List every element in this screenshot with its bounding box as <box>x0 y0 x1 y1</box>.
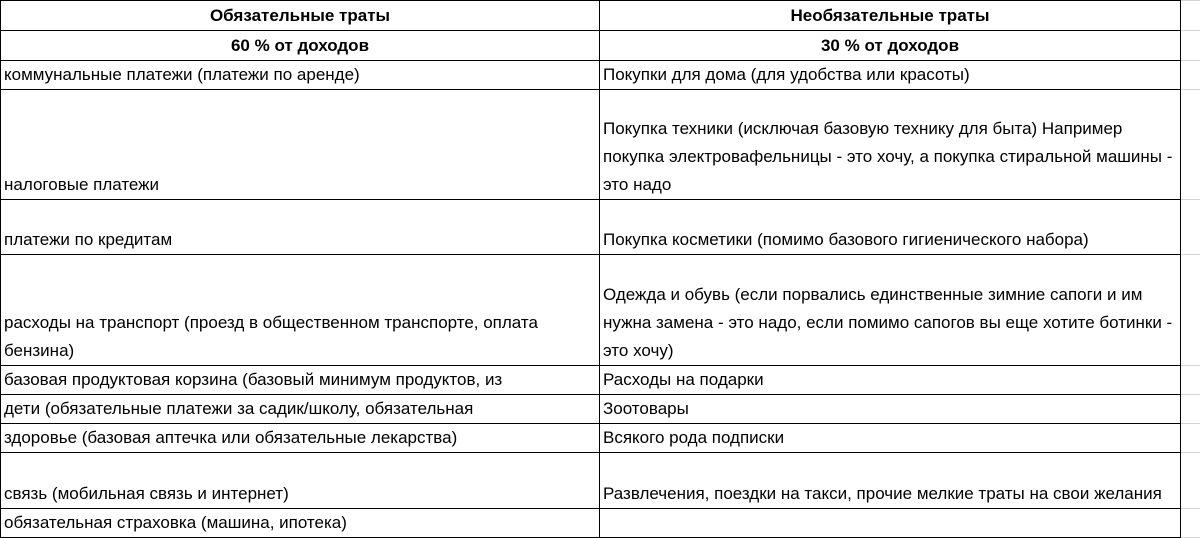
empty-cell[interactable] <box>1181 395 1200 424</box>
table-row <box>1 395 1200 424</box>
mandatory-share-cell[interactable] <box>1 31 600 61</box>
mandatory-item: дети (обязательные платежи за садик/школу, обязательная <box>4 395 599 423</box>
mandatory-cell[interactable] <box>1 453 600 509</box>
empty-cell[interactable] <box>1181 1 1200 31</box>
mandatory-item: платежи по кредитам <box>4 226 599 254</box>
mandatory-cell[interactable] <box>1 366 600 395</box>
mandatory-cell[interactable] <box>1 200 600 255</box>
optional-cell[interactable] <box>600 366 1181 395</box>
optional-cell[interactable] <box>600 424 1181 453</box>
optional-cell[interactable] <box>600 90 1181 200</box>
empty-cell[interactable] <box>1181 31 1200 61</box>
empty-cell[interactable] <box>1181 200 1200 255</box>
optional-title-cell[interactable] <box>600 1 1181 31</box>
optional-item: Покупки для дома (для удобства или красоты) <box>603 61 1180 89</box>
empty-cell[interactable] <box>1181 90 1200 200</box>
optional-item: Развлечения, поездки на такси, прочие мелкие траты на свои желания <box>603 480 1180 508</box>
mandatory-share: 60 % от доходов <box>1 32 599 60</box>
table-row <box>1 61 1200 90</box>
header-row-titles <box>1 1 1200 31</box>
empty-cell[interactable] <box>1181 509 1200 538</box>
optional-item: Покупка косметики (помимо базового гигиенического набора) <box>603 226 1180 254</box>
optional-item: Расходы на подарки <box>603 366 1180 394</box>
table-row <box>1 509 1200 538</box>
table-row <box>1 424 1200 453</box>
optional-title: Необязательные траты <box>600 2 1180 30</box>
optional-share: 30 % от доходов <box>600 32 1180 60</box>
optional-share-cell[interactable] <box>600 31 1181 61</box>
empty-cell[interactable] <box>1181 61 1200 90</box>
optional-cell[interactable] <box>600 200 1181 255</box>
optional-cell[interactable] <box>600 255 1181 366</box>
table-row <box>1 453 1200 509</box>
mandatory-item: расходы на транспорт (проезд в общественном транспорте, оплата бензина) <box>4 309 599 365</box>
optional-cell[interactable] <box>600 509 1181 538</box>
header-row-shares <box>1 31 1200 61</box>
mandatory-item: базовая продуктовая корзина (базовый минимум продуктов, из <box>4 366 599 394</box>
mandatory-item: связь (мобильная связь и интернет) <box>4 480 599 508</box>
empty-cell[interactable] <box>1181 366 1200 395</box>
table-row <box>1 255 1200 366</box>
mandatory-item: коммунальные платежи (платежи по аренде) <box>4 61 599 89</box>
mandatory-title-cell[interactable] <box>1 1 600 31</box>
mandatory-item: обязательная страховка (машина, ипотека) <box>4 509 599 537</box>
empty-cell[interactable] <box>1181 453 1200 509</box>
optional-item: Зоотовары <box>603 395 1180 423</box>
optional-cell[interactable] <box>600 395 1181 424</box>
optional-item: Всякого рода подписки <box>603 424 1180 452</box>
mandatory-item: налоговые платежи <box>4 171 599 199</box>
mandatory-cell[interactable] <box>1 61 600 90</box>
optional-cell[interactable] <box>600 453 1181 509</box>
table-row <box>1 200 1200 255</box>
table-row <box>1 90 1200 200</box>
mandatory-cell[interactable] <box>1 255 600 366</box>
table-row <box>1 366 1200 395</box>
mandatory-cell[interactable] <box>1 424 600 453</box>
optional-item: Одежда и обувь (если порвались единственные зимние сапоги и им нужна замена - это надо, если помимо сапогов вы еще хотите ботинки - это хочу) <box>603 281 1180 365</box>
mandatory-cell[interactable] <box>1 395 600 424</box>
optional-item: Покупка техники (исключая базовую технику для быта) Например покупка электровафельницы - это хочу, а покупка стиральной машины - это надо <box>603 115 1180 199</box>
mandatory-cell[interactable] <box>1 90 600 200</box>
empty-cell[interactable] <box>1181 424 1200 453</box>
optional-cell[interactable] <box>600 61 1181 90</box>
mandatory-cell[interactable] <box>1 509 600 538</box>
mandatory-title: Обязательные траты <box>1 2 599 30</box>
mandatory-item: здоровье (базовая аптечка или обязательные лекарства) <box>4 424 599 452</box>
empty-cell[interactable] <box>1181 255 1200 366</box>
